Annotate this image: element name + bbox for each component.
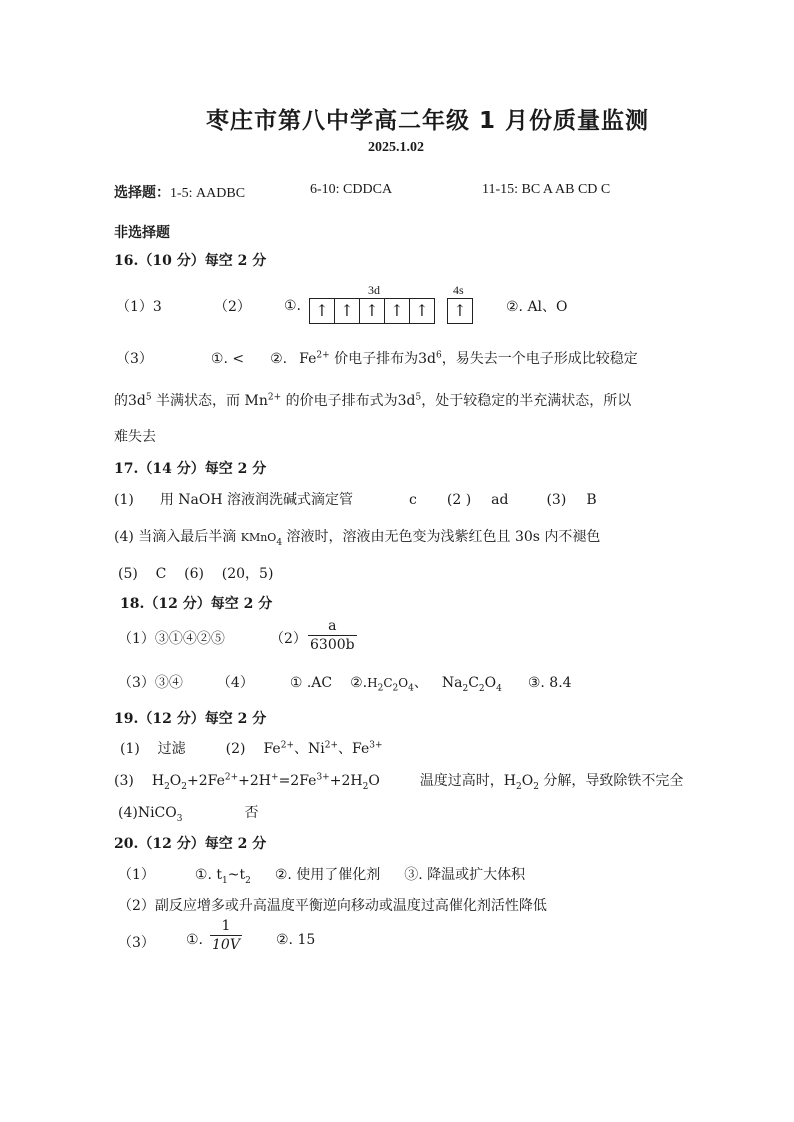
q18-row3 [118, 672, 572, 692]
choice-label: 选择题： [114, 185, 170, 201]
q16-part1: （1）3 [116, 299, 162, 315]
orbital-3d-diagram [310, 298, 435, 324]
superscript: 6 [435, 350, 442, 361]
choice-group-3: 11-15: BC A AB CD C [482, 182, 611, 197]
q16-part3-a: ①. < [210, 351, 245, 367]
q20-row3-a: ①. [186, 932, 204, 948]
text: ① .AC [289, 675, 333, 691]
text: 否 [244, 805, 259, 821]
orbital-4s-diagram [448, 298, 473, 324]
fraction-numerator: 1 [221, 918, 231, 934]
q16-part3-row [116, 348, 638, 368]
arrow-up-icon: ↑ [453, 301, 467, 320]
text: 溶液时，溶液由无色变为浅紫红色且 30s 内不褪色 [282, 529, 601, 545]
arrow-up-icon: ↑ [315, 301, 329, 320]
text: 的价电子排布式为3d [281, 393, 416, 409]
text: c [409, 492, 417, 508]
arrow-up-icon: ↑ [340, 301, 354, 320]
orbital-3d-label: 3d [368, 283, 380, 297]
fraction-denominator: 10V [212, 937, 240, 953]
ion-charge: 2+ [316, 350, 330, 361]
text: O [521, 773, 534, 789]
arrow-up-icon: ↑ [365, 301, 379, 320]
q16-part3-b: ②. [270, 351, 288, 367]
q17-row3: (5) C (6) (20，5) [118, 566, 274, 582]
choice-group-1: 1-5: AADBC [170, 186, 246, 201]
q18-fraction [308, 618, 357, 653]
text: ，处于较稳定的半充满状态，所以 [421, 393, 632, 409]
non-choice-heading: 非选择题 [114, 225, 170, 241]
orbital-box [309, 298, 335, 324]
text: (3) [546, 492, 567, 508]
exam-date: 2025.1.02 [368, 140, 424, 155]
q17-heading: 17.（14 分）每空 2 分 [114, 461, 267, 477]
q18-part1: （1）③①④②⑤ [118, 631, 225, 647]
orbital-box [409, 298, 435, 324]
orbital-4s-label: 4s [453, 283, 464, 297]
q18-part2-label: （2） [270, 631, 307, 647]
q20-fraction [210, 918, 242, 953]
q16-line3: 难失去 [114, 429, 156, 445]
orbital-box [359, 298, 385, 324]
ion-charge: 2+ [267, 392, 282, 403]
text: ①. t [194, 867, 222, 883]
text: (4)NiCO [118, 805, 177, 821]
text: ③. 8.4 [527, 675, 572, 691]
formula-na2c2o4: $Na_2C_2O_4$ [441, 675, 502, 694]
text: （4） [216, 675, 254, 691]
arrow-up-icon: ↑ [390, 301, 404, 320]
text: B [586, 492, 597, 508]
text: 、 [413, 675, 428, 691]
text: H [151, 773, 165, 789]
q19-row1 [120, 738, 383, 758]
page-title: 枣庄市第八中学高二年级 1 月份质量监测 [206, 108, 650, 134]
orbital-box [447, 298, 473, 324]
fraction-numerator: a [328, 618, 337, 634]
orbital-box [384, 298, 410, 324]
text: 价电子排布为3d [329, 351, 436, 367]
ion-fe: Fe [299, 351, 317, 367]
text: 温度过高时，H [419, 773, 517, 789]
choice-answers-row [114, 182, 245, 202]
q20-row1: （1） ①. $t_1\sim t_2$ ②. 使用了催化剂 ③. 降温或扩大体积 [118, 867, 526, 886]
text: (1) 过滤 [120, 741, 186, 757]
q17-row2 [114, 526, 600, 546]
text: 半满状态，而 [151, 393, 245, 409]
arrow-up-icon: ↑ [415, 301, 429, 320]
text: Na [441, 675, 463, 691]
q16-part2-a: ①. [284, 298, 302, 314]
text: 分解，导致除铁不完全 [538, 773, 684, 789]
q20-row2: （2）副反应增多或升高温度平衡逆向移动或温度过高催化剂活性降低 [118, 898, 547, 914]
q20-row3-label: （3） [118, 935, 155, 951]
q18-heading: 18.（12 分）每空 2 分 [120, 596, 273, 612]
q16-line2 [114, 390, 631, 410]
text: ，易失去一个电子形成比较稳定 [441, 351, 638, 367]
superscript: 5 [415, 392, 422, 403]
q16-part2-b: ②. Al、O [506, 299, 568, 315]
text: (1) [114, 492, 134, 508]
fraction-denominator: 6300b [310, 637, 355, 653]
subscript: 3 [176, 813, 183, 824]
formula-kmno4: KMnO [240, 531, 277, 544]
ion-mn: Mn [244, 393, 268, 409]
text: H [367, 676, 378, 690]
text: (4) 当滴入最后半滴 [114, 529, 241, 545]
text: ad [491, 492, 509, 508]
q19-heading: 19.（12 分）每空 2 分 [114, 711, 267, 727]
formula-h2c2o4: $H_2C_2O_4$ [367, 676, 414, 694]
text: ②. 使用了催化剂 [274, 867, 381, 883]
choice-group-2: 6-10: CDDCA [310, 182, 393, 197]
text: ②. [350, 675, 368, 691]
fraction-bar [210, 935, 242, 936]
q20-row3-b: ②. 15 [276, 932, 316, 948]
superscript: 5 [145, 392, 152, 403]
q19-row2: (3) $H_2O_2+2Fe^{2+}+2H^+=2Fe^{3+}+2H_2O$ 温度过高时，$H_2O_2$ 分解，导致除铁不完全 [114, 772, 684, 792]
text: ③. 降温或扩大体积 [404, 867, 526, 883]
text: 用 NaOH 溶液润洗碱式滴定管 [159, 492, 354, 508]
q20-heading: 20.（12 分）每空 2 分 [114, 836, 267, 852]
q19-row3 [118, 802, 258, 822]
text: 的3d [114, 393, 146, 409]
text: (2 ) [446, 492, 472, 508]
text: (3) [114, 773, 134, 789]
ions-list: $Fe^{2+}$、$Ni^{2+}$、$Fe^{3+}$ [263, 740, 383, 757]
equation: $H_2O_2+2Fe^{2+}+2H^+=2Fe^{3+}+2H_2O$ [151, 772, 380, 792]
subscript: 4 [276, 537, 283, 548]
text: Fe [263, 741, 281, 757]
orbital-box [334, 298, 360, 324]
text: (2) [225, 741, 246, 757]
q16-part2-label: （2） [214, 299, 251, 315]
fraction-bar [308, 635, 357, 636]
q16-part3-label: （3） [116, 351, 153, 367]
text: （3）③④ [118, 675, 183, 691]
q17-row1 [114, 489, 597, 509]
q16-heading: 16.（10 分）每空 2 分 [114, 253, 267, 269]
text: （1） [118, 867, 155, 883]
